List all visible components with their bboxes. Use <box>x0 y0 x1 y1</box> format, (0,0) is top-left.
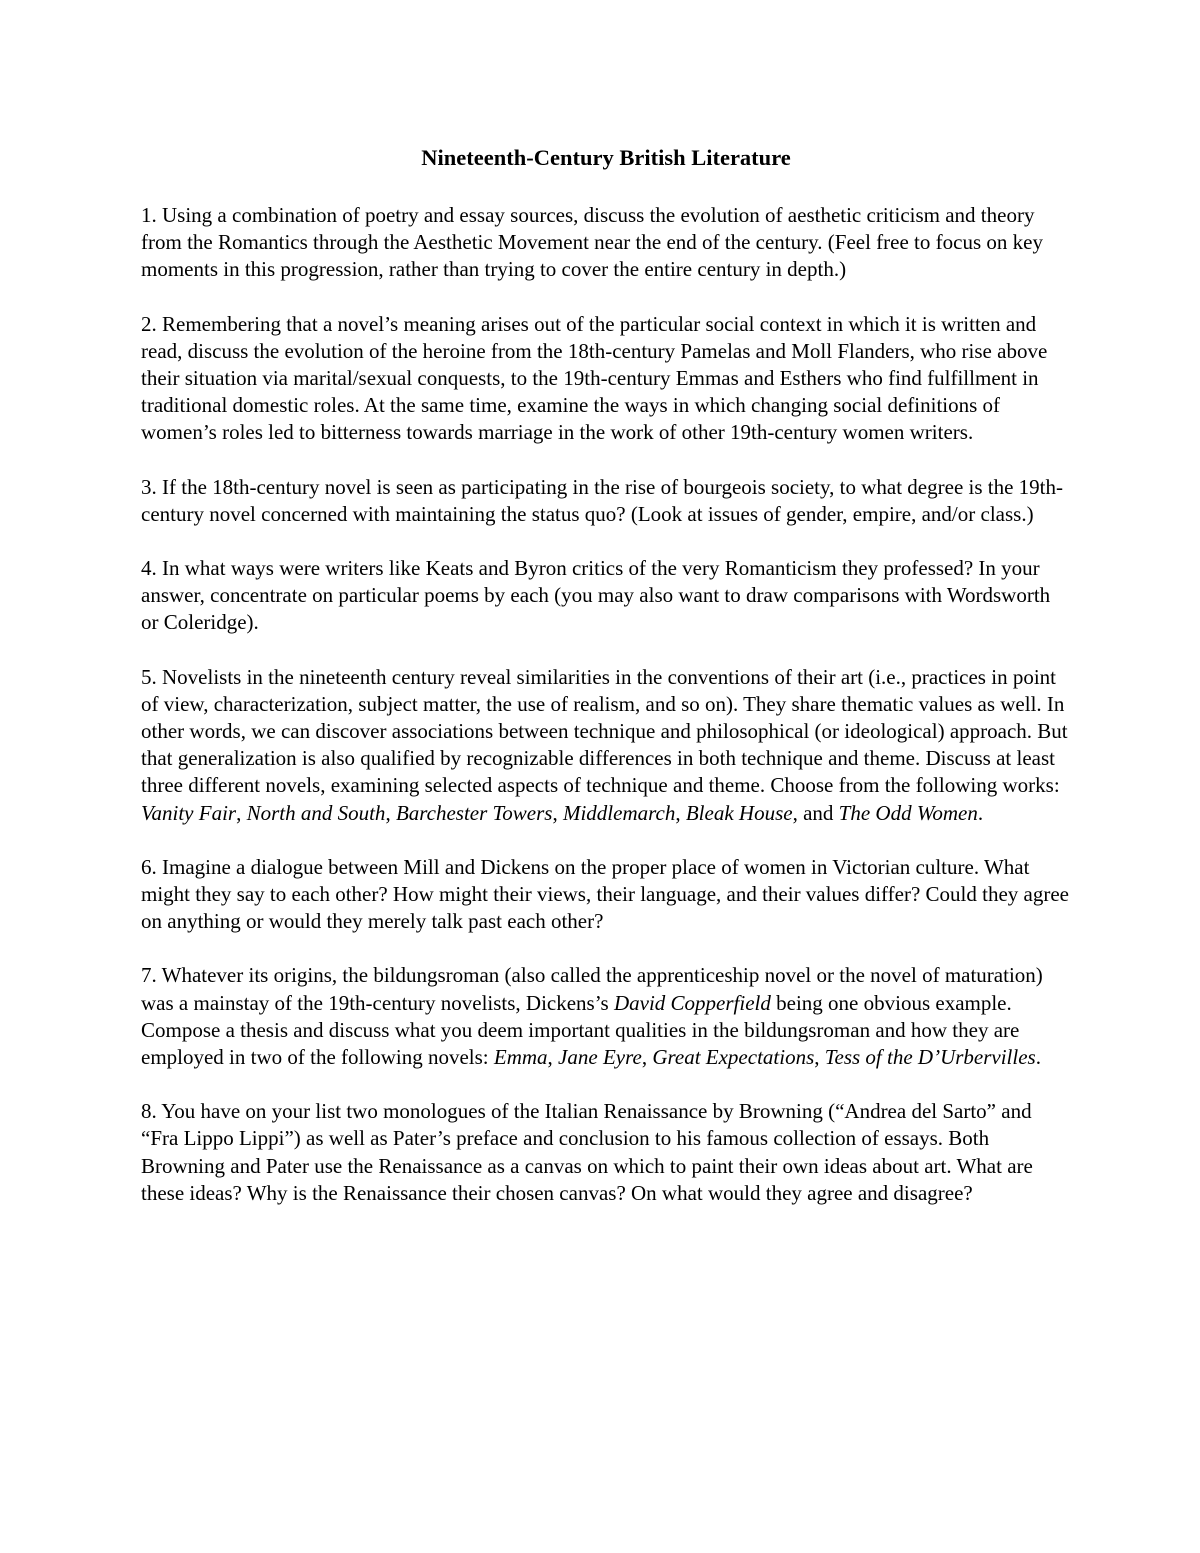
book-title: Jane Eyre <box>558 1045 642 1070</box>
book-title: North and South <box>246 800 386 825</box>
book-title: Emma <box>493 1045 548 1070</box>
question-text: 5. Novelists in the nineteenth century reveal similarities in the conventions of their art (i.e., practices in point of view, characterization, subject matter, the use of realism, and so on). They share thematic values as well. In other words, we can discover associations between technique and philosophical (or ideological) approach. But that generalization is also qualified by recognizable differences in both technique and theme. Discuss at least three different novels, examining selected aspects of technique and theme. Choose from the following works: <box>141 664 1068 798</box>
question-text: , <box>236 800 247 825</box>
question-text: being one obvious example. Compose a thesis and discuss what you deem important qualities in the bildungsroman and how they are employed in two of the following novels: <box>141 990 1020 1070</box>
question-text: , <box>552 800 563 825</box>
question-text: 1. Using a combination of poetry and essay sources, discuss the evolution of aesthetic criticism and theory from the Romantics through the Aesthetic Movement near the end of the century. (Feel free to focus on key moments in this progression, rather than trying to cover the entire century in depth.) <box>141 203 1043 282</box>
question-text: 2. Remembering that a novel’s meaning arises out of the particular social context in which it is written and read, discuss the evolution of the heroine from the 18th-century Pamelas and Moll Flanders, who rise above their situation via marital/sexual conquests, to the 19th-century Emmas and Esthers who find fulfillment in traditional domestic roles. At the same time, examine the ways in which changing social definitions of women’s roles led to bitterness towards marriage in the work of other 19th-century women writers. <box>141 311 1048 445</box>
book-title: Barchester Towers <box>395 800 553 825</box>
question-text: 8. You have on your list two monologues of the Italian Renaissance by Browning (“Andrea del Sarto” and “Fra Lippo Lippi”) as well as Pater’s preface and conclusion to his famous collection of essays. Both Browning and Pater use the Renaissance as a canvas on which to paint their own ideas about art. What are these ideas? Why is the Renaissance their chosen canvas? On what would they agree and disagree? <box>141 1099 1033 1205</box>
document-page <box>141 142 1071 1234</box>
question-7 <box>141 962 1071 1071</box>
book-title: Tess of the D’Urbervilles <box>824 1045 1036 1070</box>
question-text: , <box>675 800 686 825</box>
question-text: 6. Imagine a dialogue between Mill and Dickens on the proper place of women in Victorian culture. What might they say to each other? How might their views, their language, and their values differ? Could they agree on anything or would they merely talk past each other? <box>141 854 1069 934</box>
question-5 <box>141 664 1071 827</box>
question-text: . <box>1035 1045 1041 1070</box>
question-6 <box>141 854 1071 936</box>
book-title: Vanity Fair <box>141 800 237 825</box>
book-title: Middlemarch <box>562 800 676 825</box>
question-2 <box>141 311 1071 447</box>
question-text: , <box>385 800 396 825</box>
question-text: 3. If the 18th-century novel is seen as participating in the rise of bourgeois society, to what degree is the 19th-century novel concerned with maintaining the status quo? (Look at issues of gender, empire, and/or class.) <box>141 474 1064 526</box>
question-8 <box>141 1098 1071 1207</box>
book-title: Great Expectations <box>652 1045 815 1070</box>
book-title: David Copperfield <box>613 990 771 1015</box>
book-title: Bleak House <box>685 800 793 825</box>
question-1 <box>141 202 1071 284</box>
question-4 <box>141 555 1071 637</box>
document-title: Nineteenth-Century British Literature <box>421 145 791 170</box>
question-text: . <box>977 800 984 825</box>
question-text: 7. Whatever its origins, the bildungsroman (also called the apprenticeship novel or the novel of maturation) was a mainstay of the 19th-century novelists, Dickens’s <box>141 963 1043 1015</box>
question-text: , and <box>792 800 839 825</box>
question-text: , <box>641 1045 653 1070</box>
question-3 <box>141 474 1071 528</box>
question-text: , <box>814 1045 825 1070</box>
question-text: 4. In what ways were writers like Keats and Byron critics of the very Romanticism they professed? In your answer, concentrate on particular poems by each (you may also want to draw comparisons with Wordsworth or Coleridge). <box>141 556 1051 635</box>
book-title: The Odd Women <box>838 800 978 825</box>
question-text: , <box>547 1045 559 1070</box>
